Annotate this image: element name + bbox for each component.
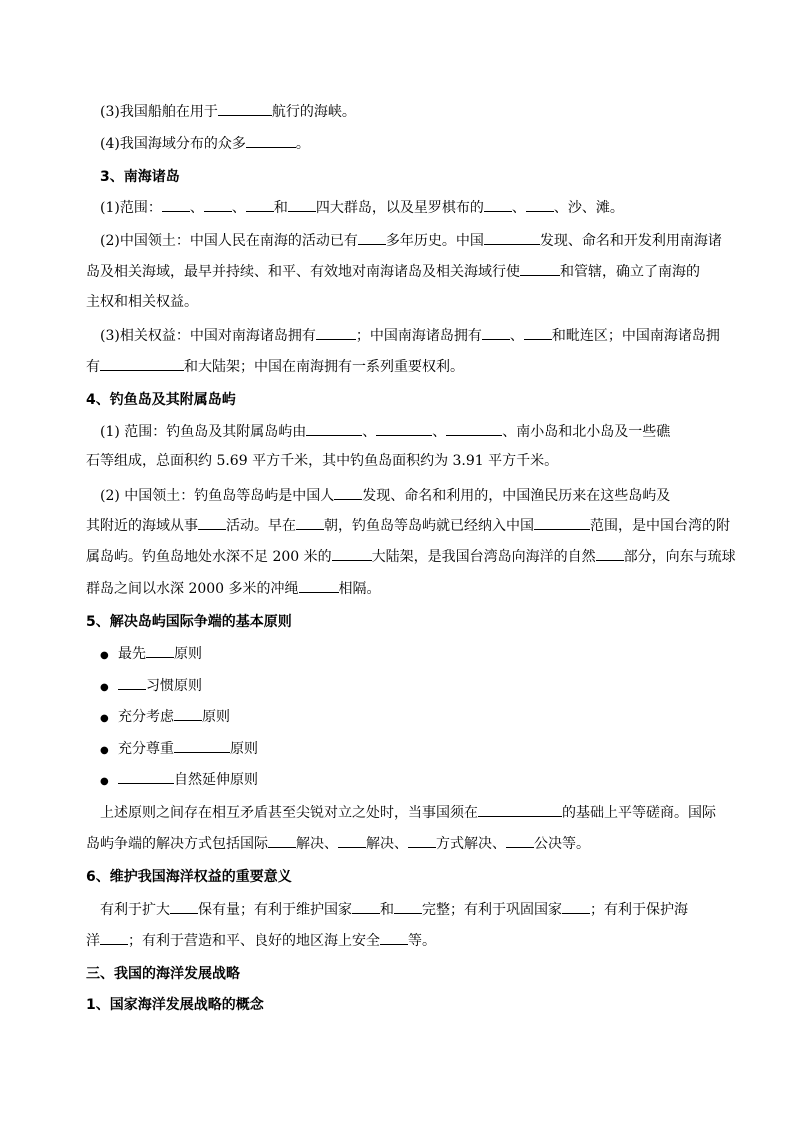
fill-in-blank[interactable] xyxy=(358,230,386,245)
fill-in-blank[interactable] xyxy=(408,833,436,848)
bullet-item xyxy=(100,675,202,698)
line-text: 大陆架，是我国台湾岛向海洋的自然 xyxy=(371,549,596,565)
line-text: 洋 xyxy=(86,933,100,949)
fill-in-blank[interactable] xyxy=(288,197,316,212)
line-text: 完整；有利于巩固国家 xyxy=(422,902,562,918)
fill-in-blank[interactable] xyxy=(218,101,272,116)
fill-in-blank[interactable] xyxy=(306,421,362,436)
text-line xyxy=(100,230,722,251)
fill-in-blank[interactable] xyxy=(174,738,230,753)
line-text: (1) 范围：钓鱼岛及其附属岛屿由 xyxy=(100,424,307,440)
line-text: 部分，向东与琉球 xyxy=(623,549,736,565)
line-text: 、南小岛和北小岛及一些礁 xyxy=(502,424,671,440)
line-text: 自然延伸原则 xyxy=(174,772,258,788)
line-text: ；有利于保护海 xyxy=(590,902,688,918)
line-text: 解决、 xyxy=(366,836,408,852)
line-text: 解决、 xyxy=(296,836,338,852)
fill-in-blank[interactable] xyxy=(478,802,562,817)
line-text: 多年历史。中国 xyxy=(385,233,484,249)
fill-in-blank[interactable] xyxy=(338,833,366,848)
line-text: 。 xyxy=(295,136,310,152)
text-line xyxy=(100,101,356,122)
text-line xyxy=(86,578,381,599)
text-line xyxy=(86,261,700,282)
fill-in-blank[interactable] xyxy=(352,899,380,914)
line-text: (2)中国领土：中国人民在南海的活动已有 xyxy=(100,233,358,249)
bullet-icon: ● xyxy=(100,745,109,756)
fill-in-blank[interactable] xyxy=(100,356,184,371)
fill-in-blank[interactable] xyxy=(204,197,232,212)
line-text: 和 xyxy=(380,902,394,918)
line-text: 发现、命名和利用的，中国渔民历来在这些岛屿及 xyxy=(362,488,671,504)
line-text: 和毗连区；中国南海诸岛拥 xyxy=(551,328,720,344)
text-line xyxy=(86,292,198,312)
bullet-item xyxy=(100,643,202,666)
line-text: (1)范围： xyxy=(100,200,162,216)
fill-in-blank[interactable] xyxy=(332,546,372,561)
line-text: 的基础上平等磋商。国际 xyxy=(562,805,716,821)
section-heading xyxy=(86,612,292,632)
line-text: (3)我国船舶在用于 xyxy=(100,104,218,120)
line-text: 原则 xyxy=(174,646,202,662)
bullet-icon: ● xyxy=(100,713,109,724)
text-line xyxy=(100,421,670,442)
text-line xyxy=(86,515,730,536)
line-text: 和大陆架；中国在南海拥有一系列重要权利。 xyxy=(184,359,464,375)
fill-in-blank[interactable] xyxy=(482,325,510,340)
fill-in-blank[interactable] xyxy=(246,197,274,212)
fill-in-blank[interactable] xyxy=(198,515,226,530)
line-text: 活动。早在 xyxy=(226,518,296,534)
fill-in-blank[interactable] xyxy=(534,515,590,530)
fill-in-blank[interactable] xyxy=(296,515,324,530)
line-text: 4、钓鱼岛及其附属岛屿 xyxy=(86,392,236,408)
line-text: 、 xyxy=(362,424,377,440)
fill-in-blank[interactable] xyxy=(526,197,554,212)
line-text: 最先 xyxy=(118,646,146,662)
line-text: 、 xyxy=(189,200,204,216)
fill-in-blank[interactable] xyxy=(484,197,512,212)
line-text: 岛屿争端的解决方式包括国际 xyxy=(86,836,268,852)
section-heading xyxy=(100,167,180,187)
line-text: 三、我国的海洋发展战略 xyxy=(86,966,240,982)
line-text: 航行的海峡。 xyxy=(271,104,356,120)
line-text: 范围，是中国台湾的附 xyxy=(590,518,730,534)
fill-in-blank[interactable] xyxy=(118,675,146,690)
text-line xyxy=(100,802,716,823)
line-text: 其附近的海域从事 xyxy=(86,518,198,534)
fill-in-blank[interactable] xyxy=(162,197,190,212)
line-text: 6、维护我国海洋权益的重要意义 xyxy=(86,869,292,885)
text-line xyxy=(100,197,624,218)
line-text: 3、南海诸岛 xyxy=(100,169,180,185)
fill-in-blank[interactable] xyxy=(562,899,590,914)
text-line xyxy=(100,325,720,346)
line-text: 群岛之间以水深 2000 多米的冲绳 xyxy=(86,581,299,597)
line-text: (4)我国海域分布的众多 xyxy=(100,136,246,152)
line-text: 相隔。 xyxy=(338,581,381,597)
bullet-icon: ● xyxy=(100,682,109,693)
bullet-icon: ● xyxy=(100,776,109,787)
line-text: ；有利于营造和平、良好的地区海上安全 xyxy=(128,933,380,949)
line-text: 充分尊重 xyxy=(118,741,174,757)
text-line xyxy=(100,485,670,506)
bullet-item xyxy=(100,769,258,792)
bullet-item xyxy=(100,706,230,729)
line-text: 上述原则之间存在相互矛盾甚至尖锐对立之处时，当事国须在 xyxy=(100,805,478,821)
text-line xyxy=(86,451,558,471)
line-text: 方式解决、 xyxy=(436,836,506,852)
text-line xyxy=(86,833,590,854)
line-text: 主权和相关权益。 xyxy=(86,294,198,310)
fill-in-blank[interactable] xyxy=(118,769,174,784)
fill-in-blank[interactable] xyxy=(506,833,534,848)
fill-in-blank[interactable] xyxy=(484,230,540,245)
fill-in-blank[interactable] xyxy=(380,930,408,945)
fill-in-blank[interactable] xyxy=(394,899,422,914)
line-text: 、沙、滩。 xyxy=(553,200,624,216)
line-text: 有 xyxy=(86,359,100,375)
line-text: 有利于扩大 xyxy=(100,902,170,918)
line-text: 和 xyxy=(273,200,288,216)
fill-in-blank[interactable] xyxy=(596,546,624,561)
fill-in-blank[interactable] xyxy=(100,930,128,945)
line-text: 属岛屿。钓鱼岛地处水深不足 200 米的 xyxy=(86,549,332,565)
line-text: 四大群岛，以及星罗棋布的 xyxy=(315,200,484,216)
fill-in-blank[interactable] xyxy=(299,578,339,593)
fill-in-blank[interactable] xyxy=(446,421,502,436)
line-text: 发现、命名和开发利用南海诸 xyxy=(539,233,722,249)
section-heading xyxy=(86,390,236,410)
section-heading xyxy=(86,867,292,887)
text-line xyxy=(100,133,310,154)
fill-in-blank[interactable] xyxy=(246,133,296,148)
text-line xyxy=(100,899,688,920)
text-line xyxy=(86,930,436,951)
line-text: 保有量；有利于维护国家 xyxy=(198,902,352,918)
fill-in-blank[interactable] xyxy=(334,485,362,500)
line-text: 和管辖，确立了南海的 xyxy=(560,264,700,280)
line-text: 1、国家海洋发展战略的概念 xyxy=(86,997,264,1013)
line-text: 等。 xyxy=(408,933,436,949)
section-heading xyxy=(86,995,264,1015)
line-text: ；中国南海诸岛拥有 xyxy=(355,328,482,344)
fill-in-blank[interactable] xyxy=(316,325,356,340)
line-text: 岛及相关海域，最早并持续、和平、有效地对南海诸岛及相关海域行使 xyxy=(86,264,520,280)
line-text: 习惯原则 xyxy=(146,678,202,694)
line-text: 原则 xyxy=(202,709,230,725)
line-text: 、 xyxy=(231,200,246,216)
section-heading xyxy=(86,964,240,984)
line-text: 充分考虑 xyxy=(118,709,174,725)
line-text: 公决等。 xyxy=(534,836,590,852)
text-line xyxy=(86,356,464,377)
fill-in-blank[interactable] xyxy=(170,899,198,914)
line-text: (3)相关权益：中国对南海诸岛拥有 xyxy=(100,328,316,344)
line-text: 、 xyxy=(511,200,526,216)
line-text: 石等组成，总面积约 5.69 平方千米，其中钓鱼岛面积约为 3.91 平方千米。 xyxy=(86,453,559,469)
bullet-icon: ● xyxy=(100,650,109,661)
bullet-item xyxy=(100,738,258,761)
fill-in-blank[interactable] xyxy=(520,261,560,276)
line-text: (2) 中国领土：钓鱼岛等岛屿是中国人 xyxy=(100,488,335,504)
line-text: 朝，钓鱼岛等岛屿就已经纳入中国 xyxy=(324,518,534,534)
fill-in-blank[interactable] xyxy=(146,643,174,658)
fill-in-blank[interactable] xyxy=(268,833,296,848)
line-text: 原则 xyxy=(230,741,258,757)
line-text: 、 xyxy=(509,328,524,344)
fill-in-blank[interactable] xyxy=(376,421,432,436)
fill-in-blank[interactable] xyxy=(524,325,552,340)
fill-in-blank[interactable] xyxy=(174,706,202,721)
line-text: 5、解决岛屿国际争端的基本原则 xyxy=(86,614,292,630)
line-text: 、 xyxy=(432,424,447,440)
text-line xyxy=(86,546,736,567)
